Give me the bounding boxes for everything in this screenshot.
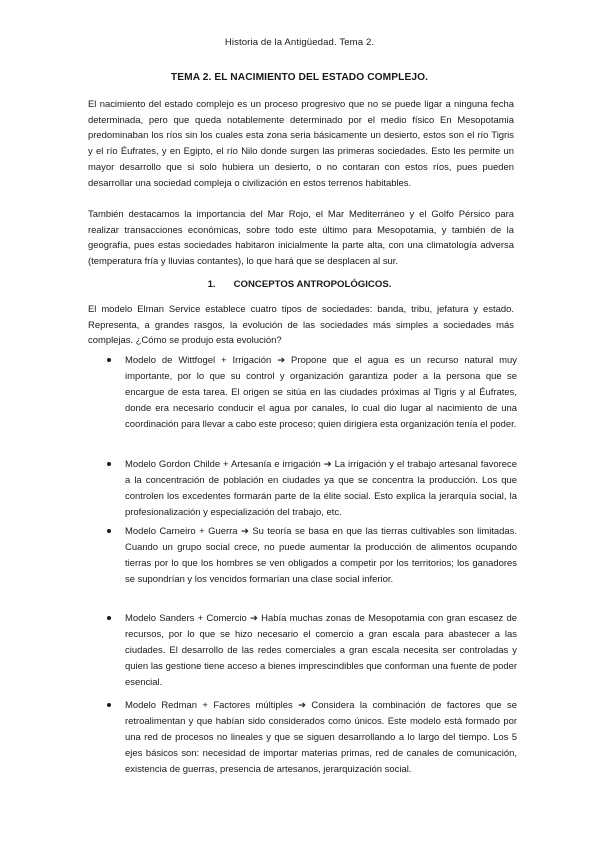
model-text: Modelo Carneiro + Guerra ➔ Su teoría se basa en que las tierras cultivables son limitadas. Cuando un grupo social crece, no puede aumentar la producción de alimentos ocupando tierras por lo que los hombres se ven obligados a competir por los territorios; los ganadores se supondrían y los vencidos formarían una clase social inferior.	[125, 526, 517, 585]
document-title: TEMA 2. EL NACIMIENTO DEL ESTADO COMPLEJO.	[170, 72, 429, 83]
bullet-icon	[107, 616, 111, 620]
section-number: 1.	[207, 279, 216, 290]
model-text: Modelo Sanders + Comercio ➔ Había muchas zonas de Mesopotamia con gran escasez de recursos, por lo que se hizo necesario el comercio a gran escala para abastecer a las ciudades. El desarrollo de las redes comerciales a gran escala necesita ser controladas y quien las gestione tiene acceso a bienes imprescindibles que conforman una fuente de poder esencial.	[125, 613, 517, 688]
bullet-icon	[107, 462, 111, 466]
page-header: Historia de la Antigüedad. Tema 2.	[224, 37, 375, 48]
intro-paragraph-2: También destacamos la importancia del Mar Rojo, el Mar Mediterráneo y el Golfo Pérsico para realizar transacciones económicas, sobre todo este último para Mesopotamia, y también de la geografía, pues estas sociedades habitaron inicialmente la parte alta, con una climatología adversa (temperatura fría y lluvias contantes), lo que hará que se desplacen al sur.	[88, 209, 514, 268]
section-intro-paragraph: El modelo Elman Service establece cuatro tipos de sociedades: banda, tribu, jefatura y estado. Representa, a grandes rasgos, la evolución de las sociedades más simples a sociedades más complejas. ¿Cómo se produjo esta evolución?	[88, 304, 514, 347]
bullet-icon	[107, 358, 111, 362]
section-title: CONCEPTOS ANTROPOLÓGICOS.	[233, 279, 392, 290]
model-text: Modelo Gordon Childe + Artesanía e irrigación ➔ La irrigación y el trabajo artesanal favorece a la concentración de población en ciudades ya que se concentra la producción. Los que controlen los excedentes formarán parte de la élite social. Esto explica la jerarquía social, la profesionalización y especialización del trabajo, etc.	[125, 459, 517, 518]
model-text: Modelo Redman + Factores múltiples ➔ Considera la combinación de factores que se retroalimentan y que habían sido considerados como únicos. Este modelo está formado por una red de procesos no lineales y que se siguen desarrollando a lo largo del tiempo. Los 5 ejes básicos son: necesidad de importar materias primas, red de canales de comunicación, existencia de guerras, presencia de artesanos, jerarquización social.	[125, 700, 517, 775]
bullet-icon	[107, 529, 111, 533]
section-heading	[0, 279, 599, 290]
model-text: Modelo de Wittfogel + Irrigación ➔ Propone que el agua es un recurso natural muy importante, por lo que su control y organización garantiza poder a la persona que se encargue de esta tarea. El origen se sitúa en las ciudades próximas al Tigris y al Éufrates, donde era necesario conducir el agua por canales, lo cual dio lugar al nacimiento de una coordinación para llevar a cabo este proceso; quien dirigiera esta organización tenía el poder.	[125, 355, 517, 430]
intro-paragraph-1: El nacimiento del estado complejo es un proceso progresivo que no se puede ligar a ninguna fecha determinada, pero que queda notablemente determinado por el medio físico En Mesopotamia predominaban los ríos sin los cuales esta zona seria básicamente un desierto, estos son el río Tigris y el río Éufrates, y en Egipto, el río Nilo donde surgen las primeras sociedades. Esto les permite un mayor desarrollo que si solo hubiera un desierto, o no contaran con estos ríos, pues pueden desarrollar una sociedad compleja o civilización en estos terrenos habitables.	[88, 99, 514, 189]
bullet-icon	[107, 703, 111, 707]
